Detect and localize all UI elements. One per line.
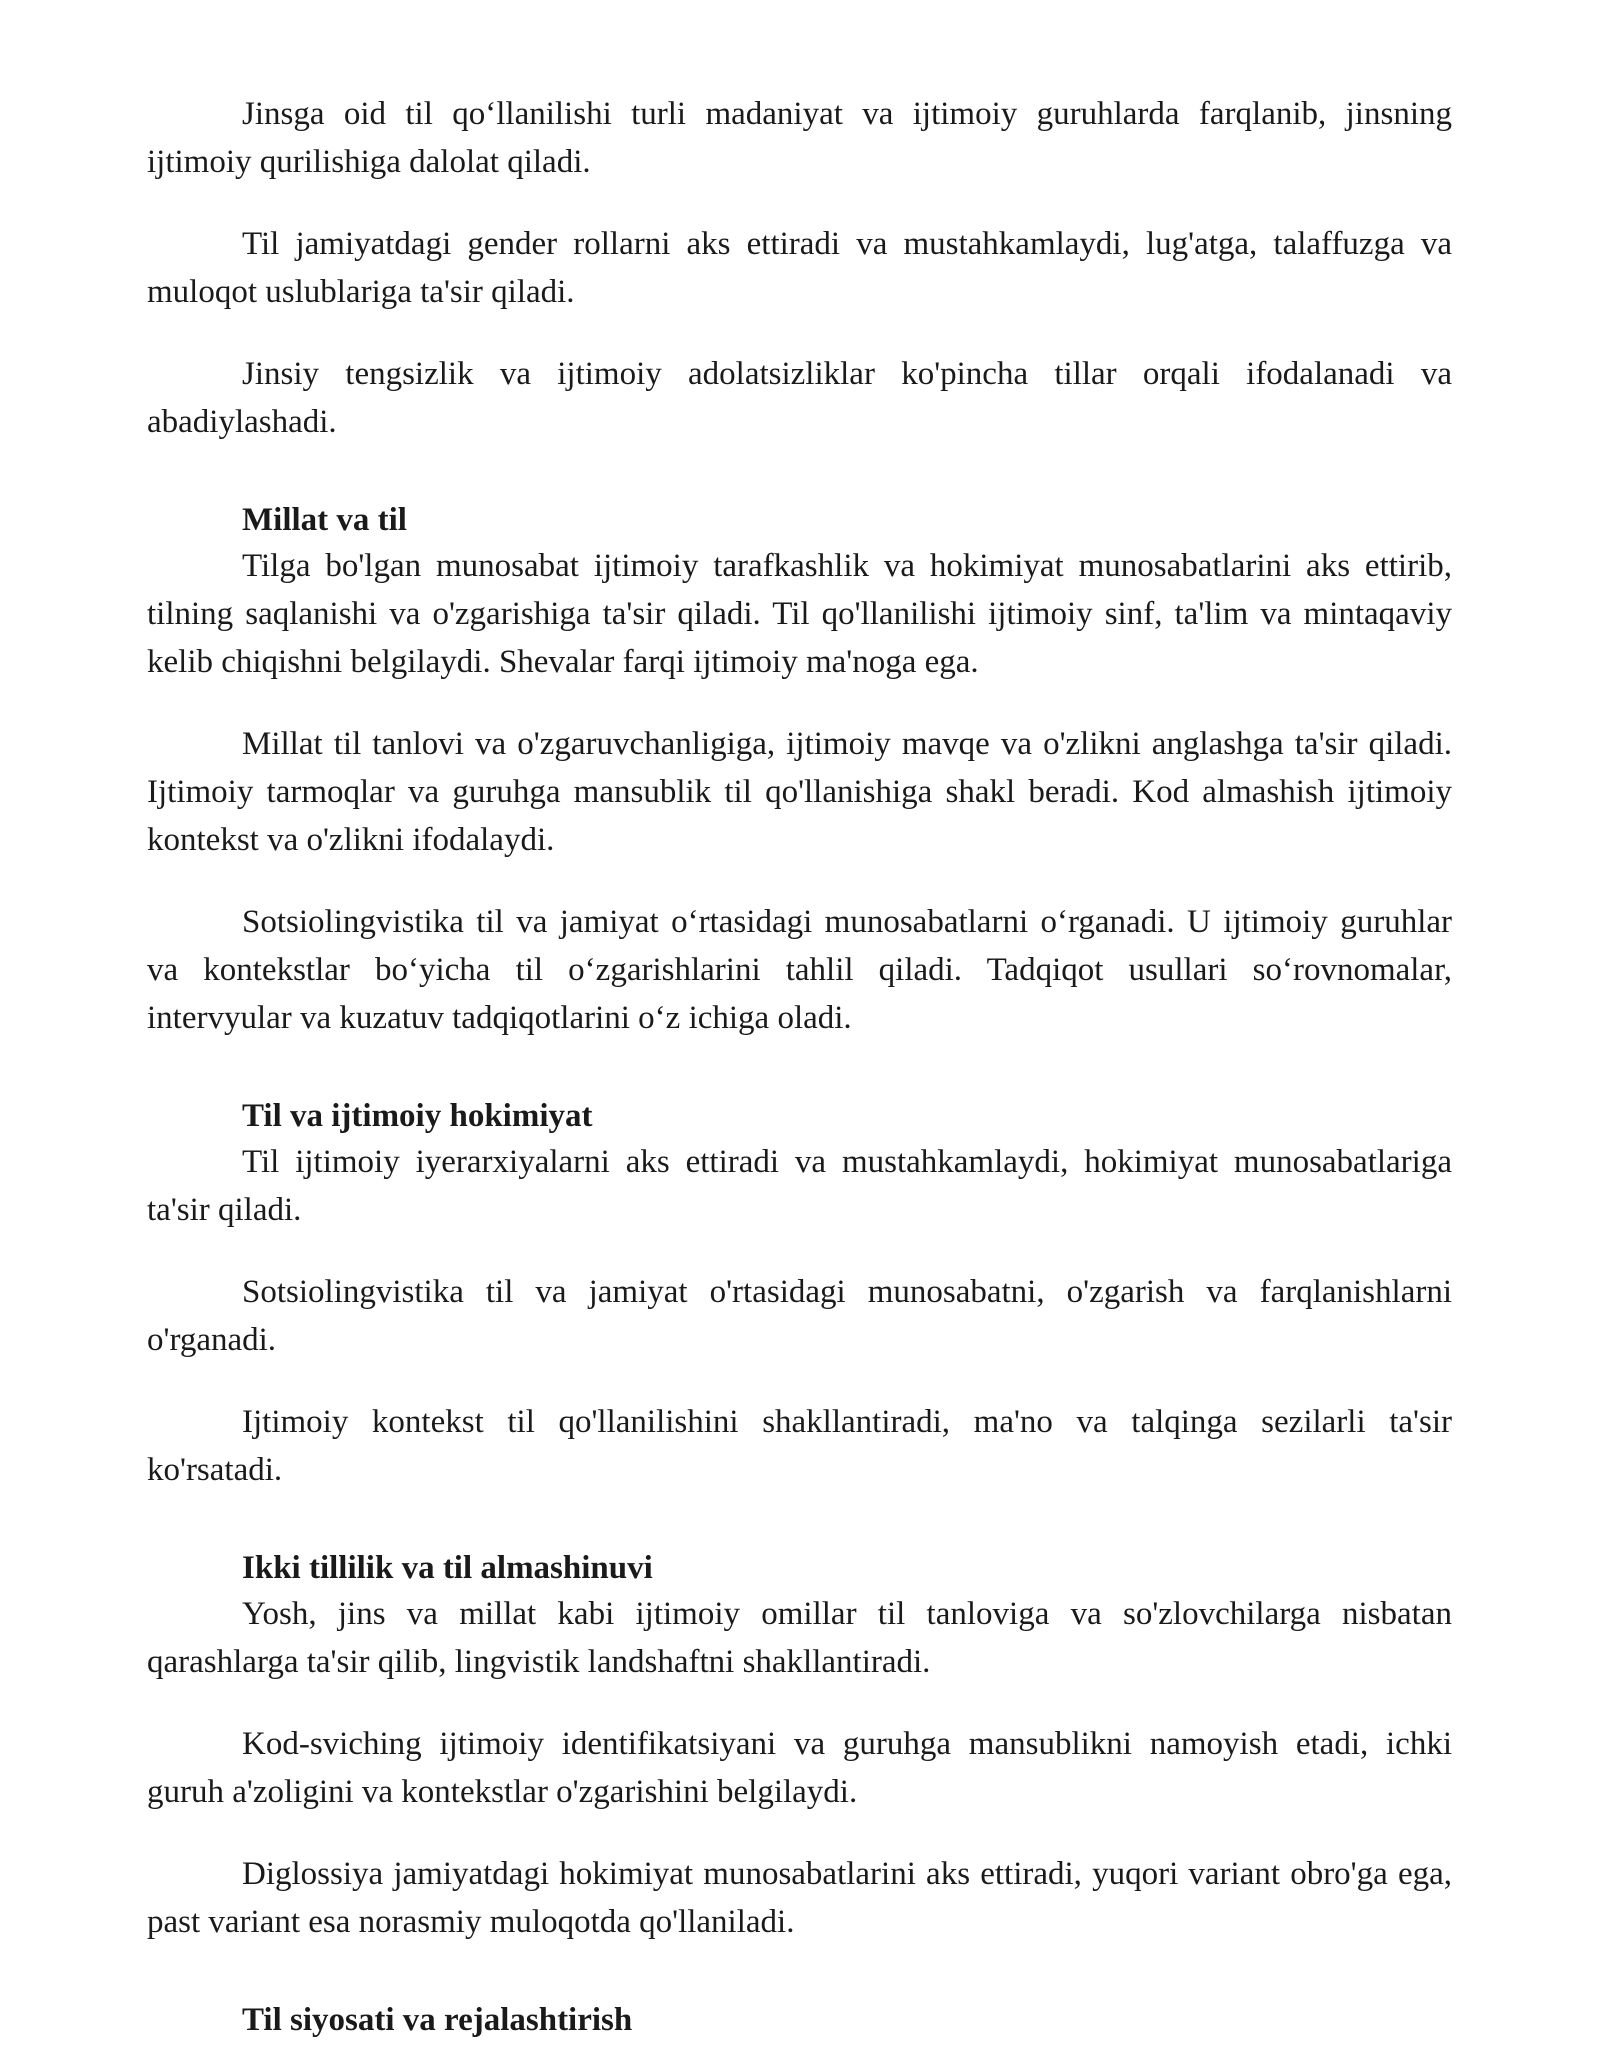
heading-ikki-tillilik: Ikki tillilik va til almashinuvi	[242, 1550, 653, 1586]
heading-til-va-ijtimoiy-hokimiyat: Til va ijtimoiy hokimiyat	[242, 1098, 593, 1134]
document-page	[147, 90, 1452, 2042]
paragraph-social-context: Ijtimoiy kontekst til qo'llanilishini shakllantiradi, ma'no va talqinga sezilarli ta'sir ko'rsatadi.	[147, 1404, 1452, 1488]
heading-til-siyosati: Til siyosati va rejalashtirish	[242, 2002, 633, 2038]
paragraph-attitudes: Tilga bo'lgan munosabat ijtimoiy tarafkashlik va hokimiyat munosabatlarini aks ettirib, tilning saqlanishi va o'zgarishiga ta'sir qiladi. Til qo'llanilishi ijtimoiy sinf, ta'lim va mintaqaviy kelib chiqishni belgilaydi. Shevalar farqi ijtimoiy ma'noga ega.	[147, 548, 1452, 680]
paragraph-sociolinguistics-methods: Sotsiolingvistika til va jamiyat o‘rtasidagi munosabatlarni o‘rganadi. U ijtimoiy guruhlar va kontekstlar bo‘yicha til o‘zgarishlarini tahlil qiladi. Tadqiqot usullari so‘rovnomalar, intervyular va kuzatuv tadqiqotlarini o‘z ichiga oladi.	[147, 904, 1452, 1036]
paragraph-gender-roles: Til jamiyatdagi gender rollarni aks ettiradi va mustahkamlaydi, lug'atga, talaffuzga va muloqot uslublariga ta'sir qiladi.	[147, 226, 1452, 310]
paragraph-hierarchies: Til ijtimoiy iyerarxiyalarni aks ettiradi va mustahkamlaydi, hokimiyat munosabatlariga ta'sir qiladi.	[147, 1144, 1452, 1228]
paragraph-ethnicity: Millat til tanlovi va o'zgaruvchanligiga, ijtimoiy mavqe va o'zlikni anglashga ta'sir qiladi. Ijtimoiy tarmoqlar va guruhga mansublik til qo'llanishiga shakl beradi. Kod almashish ijtimoiy kontekst va o'zlikni ifodalaydi.	[147, 726, 1452, 858]
paragraph-sociolinguistics-definition: Sotsiolingvistika til va jamiyat o'rtasidagi munosabatni, o'zgarish va farqlanishlarni o'rganadi.	[147, 1274, 1452, 1358]
paragraph-diglossia: Diglossiya jamiyatdagi hokimiyat munosabatlarini aks ettiradi, yuqori variant obro'ga ega, past variant esa norasmiy muloqotda qo'llaniladi.	[147, 1856, 1452, 1940]
paragraph-gender-usage: Jinsga oid til qo‘llanilishi turli madaniyat va ijtimoiy guruhlarda farqlanib, jinsning ijtimoiy qurilishiga dalolat qiladi.	[147, 96, 1452, 180]
paragraph-code-switching: Kod-sviching ijtimoiy identifikatsiyani va guruhga mansublikni namoyish etadi, ichki guruh a'zoligini va kontekstlar o'zgarishini belgilaydi.	[147, 1726, 1452, 1810]
heading-millat-va-til: Millat va til	[242, 502, 407, 538]
paragraph-gender-inequality: Jinsiy tengsizlik va ijtimoiy adolatsizliklar ko'pincha tillar orqali ifodalanadi va abadiylashadi.	[147, 356, 1452, 440]
paragraph-social-factors: Yosh, jins va millat kabi ijtimoiy omillar til tanloviga va so'zlovchilarga nisbatan qarashlarga ta'sir qilib, lingvistik landshaftni shakllantiradi.	[147, 1596, 1452, 1680]
